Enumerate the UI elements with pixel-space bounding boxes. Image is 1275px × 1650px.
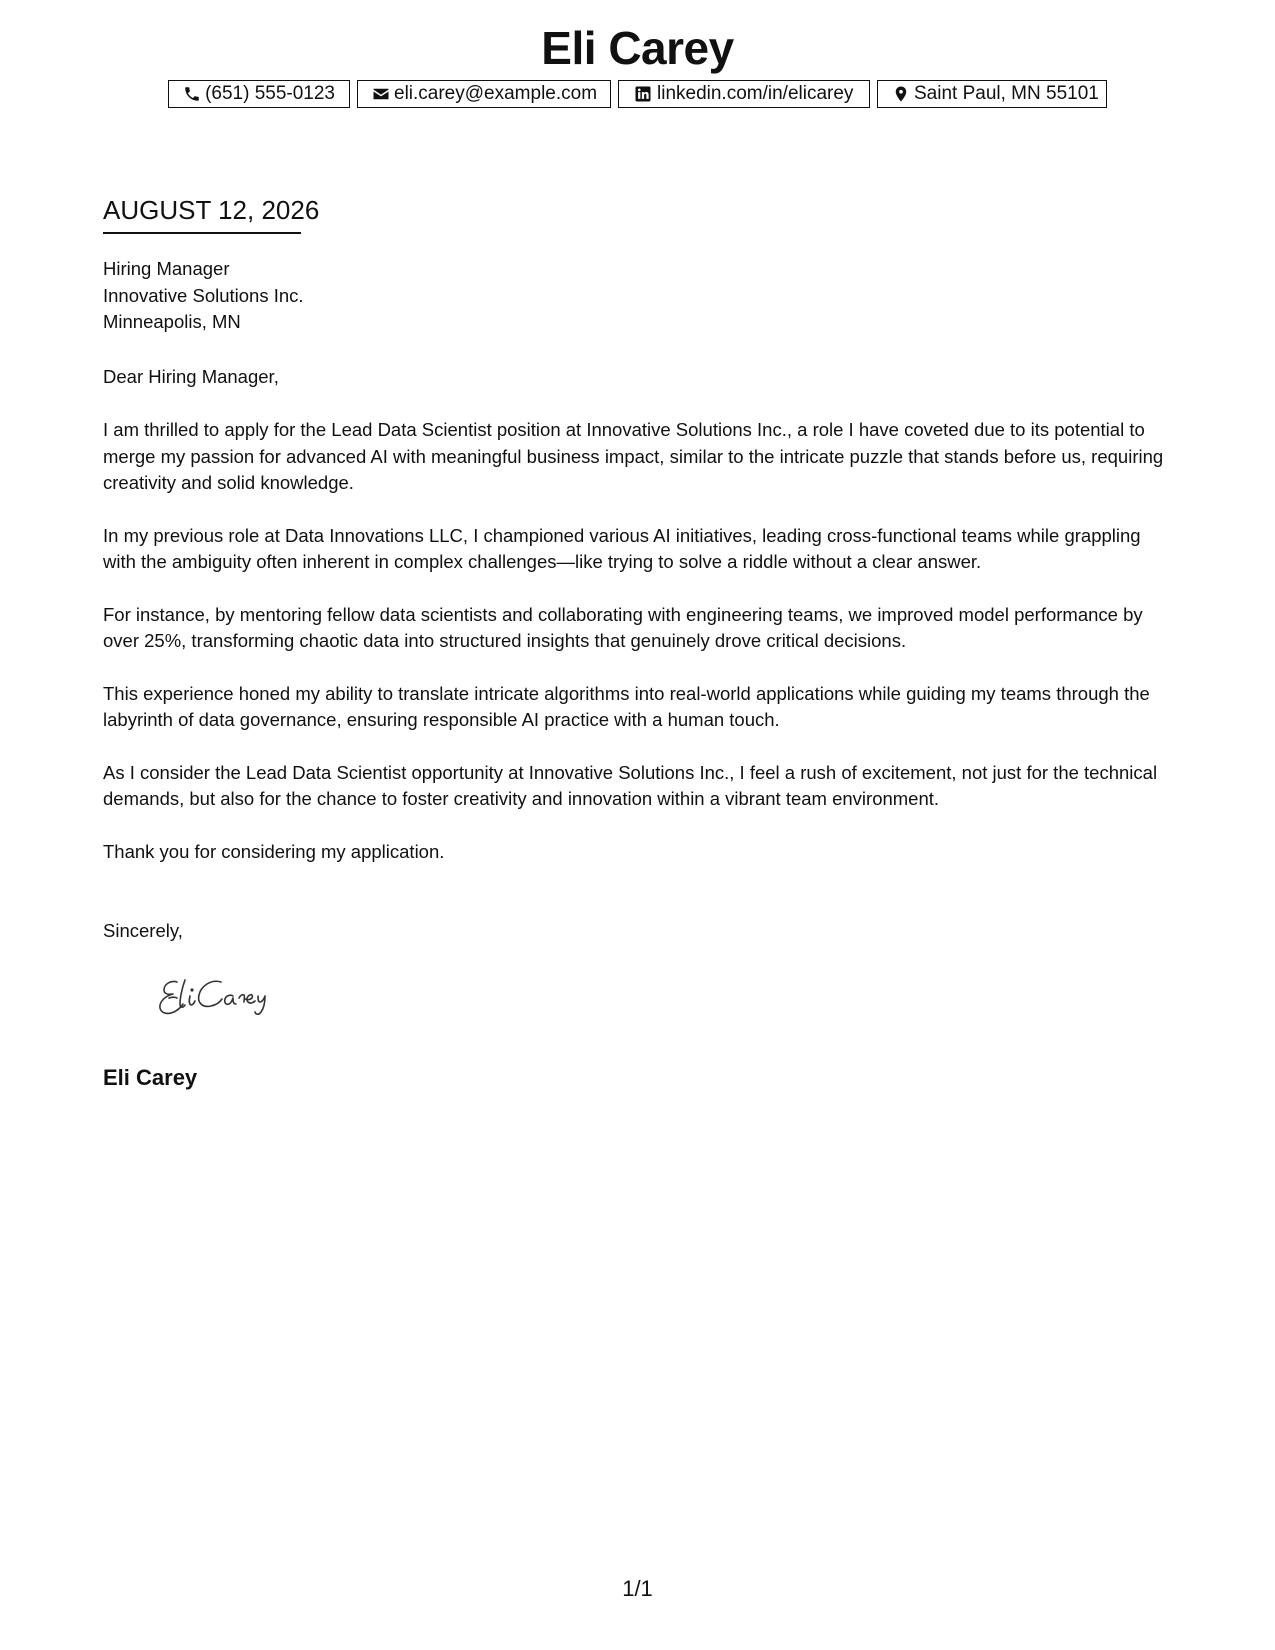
body-paragraph: As I consider the Lead Data Scientist opportunity at Innovative Solutions Inc., I feel a rush of excitement, not just for the technical demands, but also for the chance to foster creativity and innovation within a vibrant team environment.: [103, 761, 1158, 809]
body-paragraph: I am thrilled to apply for the Lead Data Scientist position at Innovative Solutions Inc., a role I have coveted due to its potential to merge my passion for advanced AI with meaningful business impact, similar to the intricate puzzle that stands before us, requiring creativity and solid knowledge.: [103, 419, 1164, 493]
letter-body: [103, 417, 1178, 891]
signer-name: Eli Carey: [103, 1065, 198, 1090]
applicant-name-heading: Eli Carey: [541, 22, 734, 74]
body-paragraph: For instance, by mentoring fellow data scientists and collaborating with engineering teams, we improved model performance by over 25%, transforming chaotic data into structured insights that genuinely drove critical decisions.: [103, 603, 1143, 651]
recipient-title: Hiring Manager: [103, 258, 230, 279]
contact-linkedin: [618, 80, 870, 108]
body-paragraph: In my previous role at Data Innovations LLC, I championed various AI initiatives, leading cross-functional teams while grappling with the ambiguity often inherent in complex challenges—like trying to solve a riddle without a clear answer.: [103, 524, 1141, 572]
contact-info-row: [0, 80, 1275, 108]
salutation: Dear Hiring Manager,: [103, 366, 279, 387]
phone-text: (651) 555-0123: [205, 83, 335, 104]
contact-phone: [168, 80, 350, 108]
map-pin-icon: [892, 84, 910, 104]
handwritten-signature: [155, 968, 315, 1024]
envelope-icon: [372, 84, 390, 104]
recipient-company: Innovative Solutions Inc.: [103, 284, 304, 306]
body-paragraph: This experience honed my ability to translate intricate algorithms into real-world applications while guiding my teams through the labyrinth of data governance, ensuring responsible AI practice with a human touch.: [103, 682, 1150, 730]
recipient-location: Minneapolis, MN: [103, 311, 241, 332]
linkedin-icon: [633, 84, 653, 104]
linkedin-text: linkedin.com/in/elicarey: [657, 83, 854, 104]
contact-location: [877, 80, 1107, 108]
page-number: 1/1: [622, 1576, 653, 1601]
email-text: eli.carey@example.com: [394, 83, 598, 104]
location-text: Saint Paul, MN 55101: [914, 83, 1099, 104]
contact-email: [357, 80, 611, 108]
recipient-block: [103, 256, 304, 336]
letter-date: AUGUST 12, 2026: [103, 194, 301, 234]
body-paragraph: Thank you for considering my application.: [103, 840, 445, 862]
closing: Sincerely,: [103, 920, 183, 941]
phone-icon: [183, 84, 201, 104]
